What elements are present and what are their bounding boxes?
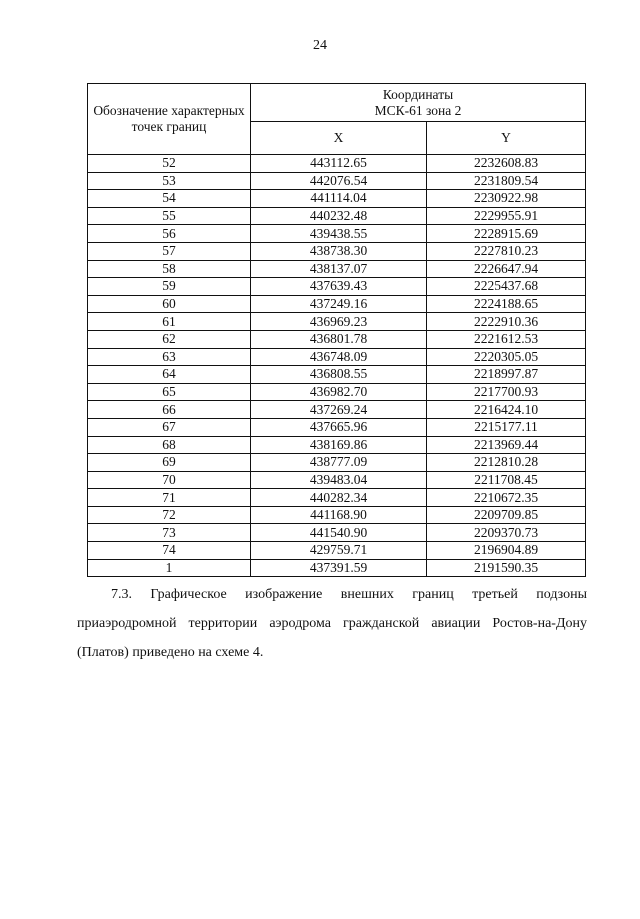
x-cell: 438137.07 (251, 260, 427, 278)
point-cell: 52 (88, 155, 251, 173)
x-cell: 437639.43 (251, 278, 427, 296)
table-row (88, 366, 586, 384)
x-cell: 436801.78 (251, 330, 427, 348)
table-row (88, 542, 586, 560)
y-cell: 2232608.83 (427, 155, 586, 173)
y-cell: 2191590.35 (427, 559, 586, 577)
x-cell: 437249.16 (251, 295, 427, 313)
x-cell: 440232.48 (251, 207, 427, 225)
y-cell: 2218997.87 (427, 366, 586, 384)
table-row (88, 260, 586, 278)
point-cell: 70 (88, 471, 251, 489)
header-x: X (251, 122, 427, 155)
table-row (88, 489, 586, 507)
coordinates-table (87, 83, 586, 577)
x-cell: 436748.09 (251, 348, 427, 366)
x-cell: 441540.90 (251, 524, 427, 542)
table-row (88, 225, 586, 243)
point-cell: 65 (88, 383, 251, 401)
y-cell: 2209709.85 (427, 506, 586, 524)
x-cell: 437665.96 (251, 418, 427, 436)
header-coordinates-title: Координаты (382, 86, 454, 102)
point-cell: 53 (88, 172, 251, 190)
y-cell: 2230922.98 (427, 190, 586, 208)
y-cell: 2210672.35 (427, 489, 586, 507)
table-row (88, 471, 586, 489)
page-number: 24 (313, 38, 327, 53)
y-cell: 2220305.05 (427, 348, 586, 366)
point-cell: 54 (88, 190, 251, 208)
x-cell: 437269.24 (251, 401, 427, 419)
header-y: Y (427, 122, 586, 155)
x-cell: 440282.34 (251, 489, 427, 507)
point-cell: 69 (88, 454, 251, 472)
table-row (88, 383, 586, 401)
point-cell: 66 (88, 401, 251, 419)
x-cell: 429759.71 (251, 542, 427, 560)
table-row (88, 313, 586, 331)
y-cell: 2213969.44 (427, 436, 586, 454)
point-cell: 62 (88, 330, 251, 348)
x-cell: 443112.65 (251, 155, 427, 173)
y-cell: 2211708.45 (427, 471, 586, 489)
y-cell: 2228915.69 (427, 225, 586, 243)
point-cell: 59 (88, 278, 251, 296)
point-cell: 60 (88, 295, 251, 313)
y-cell: 2225437.68 (427, 278, 586, 296)
x-cell: 438777.09 (251, 454, 427, 472)
x-cell: 441114.04 (251, 190, 427, 208)
x-cell: 437391.59 (251, 559, 427, 577)
point-cell: 63 (88, 348, 251, 366)
point-cell: 71 (88, 489, 251, 507)
table-row (88, 401, 586, 419)
table-row (88, 330, 586, 348)
x-cell: 441168.90 (251, 506, 427, 524)
table-row (88, 559, 586, 577)
y-cell: 2196904.89 (427, 542, 586, 560)
paragraph-7-3: 7.3. Графическое изображение внешних границ третьей подзоны приаэродромной территории аэродрома гражданской авиации Ростов-на-Дону (Платов) приведено на схеме 4. (77, 587, 587, 660)
x-cell: 438169.86 (251, 436, 427, 454)
x-cell: 436808.55 (251, 366, 427, 384)
header-coordinates (251, 84, 586, 122)
point-cell: 68 (88, 436, 251, 454)
table-row (88, 436, 586, 454)
x-cell: 438738.30 (251, 242, 427, 260)
table-row (88, 207, 586, 225)
x-cell: 439438.55 (251, 225, 427, 243)
x-cell: 442076.54 (251, 172, 427, 190)
y-cell: 2227810.23 (427, 242, 586, 260)
table-row (88, 524, 586, 542)
table-row (88, 295, 586, 313)
y-cell: 2212810.28 (427, 454, 586, 472)
point-cell: 73 (88, 524, 251, 542)
y-cell: 2221612.53 (427, 330, 586, 348)
y-cell: 2222910.36 (427, 313, 586, 331)
table-row (88, 454, 586, 472)
header-designation: Обозначение характерных точек границ (88, 84, 251, 155)
point-cell: 74 (88, 542, 251, 560)
header-coordinates-system: МСК-61 зона 2 (374, 102, 462, 118)
point-cell: 56 (88, 225, 251, 243)
point-cell: 64 (88, 366, 251, 384)
y-cell: 2226647.94 (427, 260, 586, 278)
x-cell: 436982.70 (251, 383, 427, 401)
table-row (88, 348, 586, 366)
y-cell: 2217700.93 (427, 383, 586, 401)
point-cell: 1 (88, 559, 251, 577)
table-row (88, 278, 586, 296)
y-cell: 2229955.91 (427, 207, 586, 225)
y-cell: 2231809.54 (427, 172, 586, 190)
table-row (88, 418, 586, 436)
table-row (88, 506, 586, 524)
x-cell: 436969.23 (251, 313, 427, 331)
point-cell: 67 (88, 418, 251, 436)
point-cell: 72 (88, 506, 251, 524)
table-row (88, 190, 586, 208)
point-cell: 61 (88, 313, 251, 331)
table-row (88, 242, 586, 260)
x-cell: 439483.04 (251, 471, 427, 489)
y-cell: 2215177.11 (427, 418, 586, 436)
y-cell: 2224188.65 (427, 295, 586, 313)
y-cell: 2216424.10 (427, 401, 586, 419)
point-cell: 58 (88, 260, 251, 278)
y-cell: 2209370.73 (427, 524, 586, 542)
point-cell: 57 (88, 242, 251, 260)
table-row (88, 172, 586, 190)
point-cell: 55 (88, 207, 251, 225)
table-row (88, 155, 586, 173)
